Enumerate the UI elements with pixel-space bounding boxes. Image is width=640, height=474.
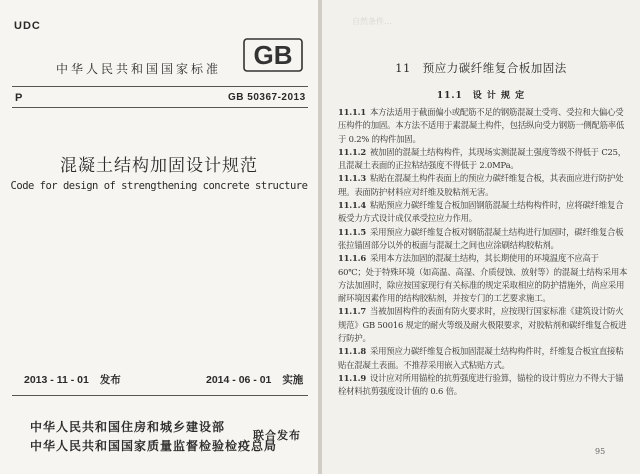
clause-text: 粘贴在混凝土构件表面上的预应力碳纤维复合板，其表面应进行防护处理。表面防护材料应对纤维及胶粘剂无害。 bbox=[338, 173, 624, 197]
joint-publish-label: 联合发布 bbox=[253, 430, 301, 442]
clause-text: 采用预应力碳纤维复合板加固混凝土结构构件时，纤维复合板宜直接粘贴在混凝土表面。不推荐采用嵌入式粘贴方式。 bbox=[338, 346, 624, 370]
implement-date-value: 2014 - 06 - 01 bbox=[206, 374, 272, 386]
gb-logo bbox=[243, 38, 303, 72]
publisher-1: 中华人民共和国住房和城乡建设部 bbox=[30, 420, 226, 434]
clause bbox=[338, 226, 628, 253]
clause bbox=[338, 199, 628, 226]
clause-list bbox=[338, 106, 628, 399]
title-en: Code for design of strengthening concrete structure bbox=[10, 180, 308, 192]
bleed-through-text: 自然条件... bbox=[352, 17, 392, 26]
clause bbox=[338, 106, 628, 146]
cover-rule-mid bbox=[12, 107, 308, 108]
clause-text: 当被加固构件的表面有防火要求时，应按现行国家标准《建筑设计防火规范》GB 50016 规定的耐火等级及耐火极限要求，对胶粘剂和碳纤维复合板进行防护。 bbox=[338, 306, 627, 344]
clause-number: 11.1.1 bbox=[338, 107, 366, 117]
clause-text: 本方法适用于截面偏小或配筋不足的钢筋混凝土受弯、受拉和大偏心受压构件的加固。本方法不适用于素混凝土构件，包括纵向受力钢筋一侧配筋率低于 0.2% 的构件加固。 bbox=[338, 107, 625, 144]
clause-number: 11.1.2 bbox=[338, 146, 366, 157]
clause bbox=[338, 372, 628, 399]
standard-number: GB 50367-2013 bbox=[228, 92, 306, 103]
clause-number: 11.1.9 bbox=[338, 372, 366, 383]
clause-text: 被加固的混凝土结构构件，其现场实测混凝土强度等级不得低于 C25，且混凝土表面的正拉粘结强度不得低于 2.0MPa。 bbox=[338, 146, 626, 171]
issue-label: 发布 bbox=[99, 374, 121, 386]
issue-date bbox=[24, 372, 121, 387]
clause-number: 11.1.5 bbox=[338, 226, 366, 237]
clause bbox=[338, 172, 628, 199]
clause-text: 采用本方法加固的混凝土结构，其长期使用的环境温度不应高于 60℃；处于特殊环境（如高温、高湿、介质侵蚀、放射等）的混凝土结构采用本方法加固时，除应按国家现行有关标准的规定采取相应的防护措施外，尚应采用耐环境因素作用的结构胶粘剂，并按专门的工艺要求施工。 bbox=[338, 253, 628, 304]
implement-label: 实施 bbox=[282, 374, 304, 386]
issue-date-value: 2013 - 11 - 01 bbox=[24, 374, 89, 386]
clause-number: 11.1.4 bbox=[338, 200, 366, 211]
udc-label: UDC bbox=[14, 20, 41, 32]
clause-text: 设计应对所用锚栓的抗剪强度进行验算，锚栓的设计剪应力不得大于锚栓材料抗剪强度设计值的 0.6 倍。 bbox=[338, 372, 624, 397]
section-title: 11.1 设 计 规 定 bbox=[436, 91, 526, 101]
standard-type: 中华人民共和国国家标准 bbox=[56, 62, 222, 76]
clause-text: 采用预应力碳纤维复合板对钢筋混凝土结构进行加固时，碳纤维复合板张拉锚固部分以外的板面与混凝土之间也应涂刷结构胶粘剂。 bbox=[338, 226, 624, 250]
implement-date bbox=[206, 372, 303, 387]
clause-number: 11.1.3 bbox=[338, 173, 366, 184]
clause-text: 粘贴预应力碳纤维复合板加固钢筋混凝土结构构件时，应将碳纤维复合板受力方式设计成仅承受拉应力作用。 bbox=[338, 200, 624, 224]
publisher-2: 中华人民共和国国家质量监督检验检疫总局 bbox=[30, 439, 278, 453]
clause-number: 11.1.6 bbox=[338, 253, 366, 264]
gb-logo-text: GB bbox=[253, 40, 293, 70]
title-cn: 混凝土结构加固设计规范 bbox=[60, 156, 258, 176]
clause bbox=[338, 146, 628, 173]
cover-rule-top bbox=[12, 86, 308, 87]
clause-number: 11.1.8 bbox=[338, 346, 366, 357]
clause bbox=[338, 305, 628, 345]
clause-number: 11.1.7 bbox=[338, 306, 366, 317]
page-number: 95 bbox=[595, 447, 606, 456]
category-code: P bbox=[15, 92, 23, 104]
clause bbox=[338, 252, 628, 305]
chapter-title: 11 预应力碳纤维复合板加固法 bbox=[395, 61, 567, 75]
cover-rule-bottom bbox=[12, 395, 308, 396]
clause bbox=[338, 345, 628, 372]
